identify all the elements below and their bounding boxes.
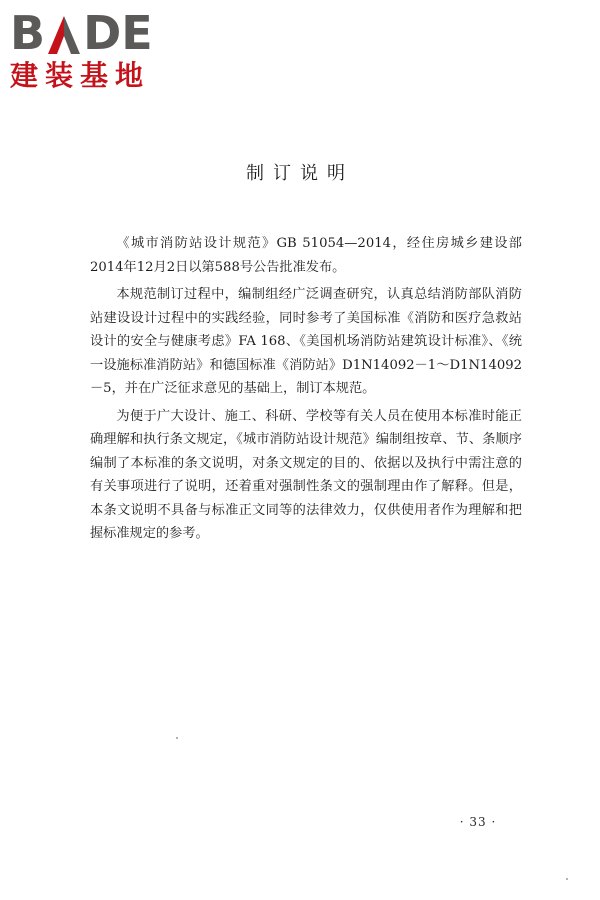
logo-word-end: DE bbox=[83, 6, 153, 60]
logo-wordmark bbox=[10, 6, 153, 60]
scan-speck bbox=[566, 878, 568, 880]
paragraph-3: 为便于广大设计、施工、科研、学校等有关人员在使用本标准时能正确理解和执行条文规定，《城市消防站设计规范》编制组按章、节、条顺序编制了本标准的条文说明，对条文规定的目的、依据以及执行中需注意的有关事项进行了说明，还着重对强制性条文的强制理由作了解释。但是，本条文说明不具备与标准正文同等的法律效力，仅供使用者作为理解和把握标准规定的参考。 bbox=[90, 408, 522, 541]
bade-logo bbox=[10, 8, 175, 92]
paragraph-1: 《城市消防站设计规范》GB 51054—2014，经住房城乡建设部2014年12月2日以第588号公告批准发布。 bbox=[90, 236, 522, 275]
scan-speck bbox=[176, 737, 178, 739]
logo-word-start: B bbox=[10, 6, 46, 60]
logo-subtitle: 建装基地 bbox=[10, 59, 151, 92]
page-number: · 33 · bbox=[459, 815, 497, 829]
document-title: 制订说明 bbox=[246, 163, 354, 184]
paragraph-2: 本规范制订过程中，编制组经广泛调查研究，认真总结消防部队消防站建设设计过程中的实践经验，同时参考了美国标准《消防和医疗急救站设计的安全与健康考虑》FA 168、《美国机场消防站建筑设计标准》、《统一设施标准消防站》和德国标准《消防站》D1N14092－1～D1N14092－5，并在广泛征求意见的基础上，制订本规范。 bbox=[90, 287, 522, 396]
document-body bbox=[90, 232, 522, 550]
logo-a-mark-icon bbox=[46, 14, 82, 56]
